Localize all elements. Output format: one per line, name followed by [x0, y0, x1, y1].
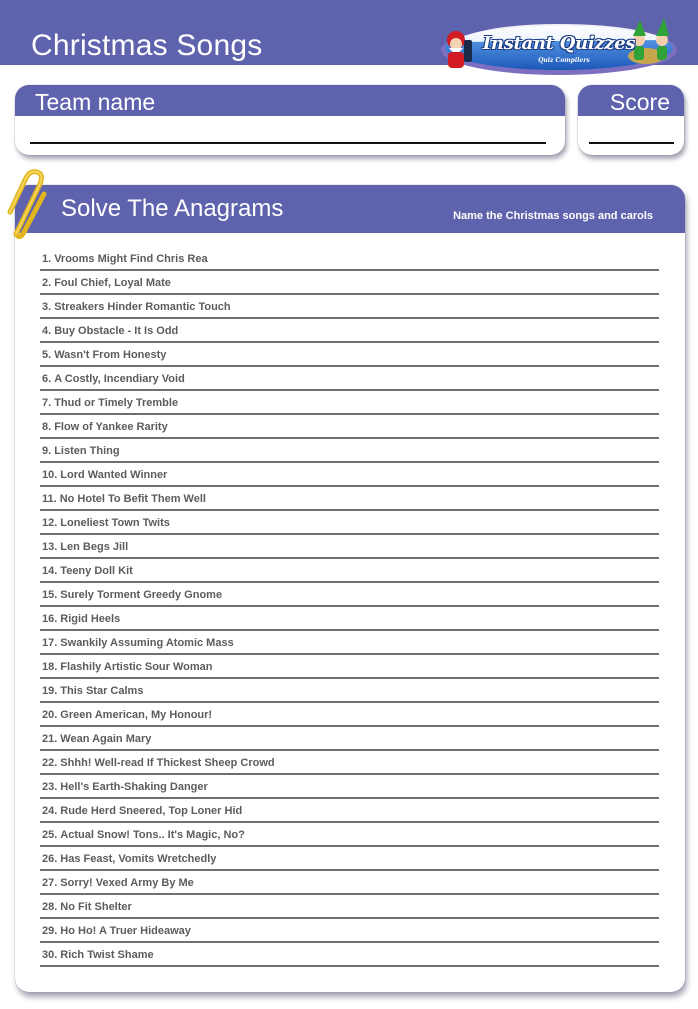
question-text: Len Begs Jill: [60, 541, 129, 553]
question-row[interactable]: [40, 703, 659, 727]
question-text: Wasn't From Honesty: [54, 349, 167, 361]
score-label: Score: [609, 89, 670, 115]
score-box: [578, 85, 684, 155]
question-row[interactable]: [40, 319, 659, 343]
question-number: 13.: [42, 541, 58, 553]
question-text: Vrooms Might Find Chris Rea: [54, 253, 208, 265]
question-row[interactable]: [40, 295, 659, 319]
question-row[interactable]: [40, 559, 659, 583]
anagram-panel-header: [15, 185, 685, 233]
logo-wordmark: Instant Quizzes: [482, 33, 636, 54]
question-text: Teeny Doll Kit: [60, 565, 133, 577]
question-number: 5.: [42, 349, 52, 361]
section-instructions: Name the Christmas songs and carols: [453, 210, 653, 222]
question-text: Loneliest Town Twits: [60, 517, 170, 529]
anagram-panel: [15, 185, 685, 992]
question-row[interactable]: [40, 919, 659, 943]
question-number: 3.: [42, 301, 52, 313]
question-number: 27.: [42, 877, 58, 889]
question-number: 6.: [42, 373, 52, 385]
question-text: Ho Ho! A Truer Hideaway: [60, 925, 191, 937]
question-number: 14.: [42, 565, 58, 577]
question-text: A Costly, Incendiary Void: [54, 373, 185, 385]
question-row[interactable]: [40, 487, 659, 511]
question-text: Has Feast, Vomits Wretchedly: [60, 853, 217, 865]
question-text: Green American, My Honour!: [60, 709, 213, 721]
team-name-field[interactable]: [30, 142, 546, 144]
question-text: No Hotel To Befit Them Well: [59, 493, 206, 505]
question-text: This Star Calms: [60, 685, 144, 697]
question-row[interactable]: [40, 631, 659, 655]
question-text: Actual Snow! Tons.. It's Magic, No?: [60, 829, 245, 841]
question-number: 23.: [42, 781, 58, 793]
paperclip-icon: [4, 168, 54, 240]
question-row[interactable]: [40, 583, 659, 607]
instant-quizzes-logo: [434, 16, 684, 78]
question-number: 28.: [42, 901, 58, 913]
question-number: 16.: [42, 613, 58, 625]
question-row[interactable]: [40, 607, 659, 631]
question-text: Thud or Timely Tremble: [54, 397, 179, 409]
question-number: 1.: [42, 253, 52, 265]
question-text: Shhh! Well-read If Thickest Sheep Crowd: [60, 757, 275, 769]
question-number: 17.: [42, 637, 58, 649]
question-number: 10.: [42, 469, 58, 481]
question-text: Wean Again Mary: [60, 733, 152, 745]
question-text: Flow of Yankee Rarity: [54, 421, 168, 433]
question-row[interactable]: [40, 823, 659, 847]
question-row[interactable]: [40, 727, 659, 751]
question-number: 11.: [42, 493, 57, 505]
question-row[interactable]: [40, 775, 659, 799]
question-text: Rude Herd Sneered, Top Loner Hid: [60, 805, 243, 817]
question-row[interactable]: [40, 391, 659, 415]
question-row[interactable]: [40, 943, 659, 967]
question-text: Rigid Heels: [60, 613, 121, 625]
question-list: [40, 247, 659, 967]
question-row[interactable]: [40, 847, 659, 871]
question-row[interactable]: [40, 535, 659, 559]
question-row[interactable]: [40, 871, 659, 895]
question-number: 19.: [42, 685, 58, 697]
question-row[interactable]: [40, 895, 659, 919]
question-number: 21.: [42, 733, 58, 745]
question-text: Foul Chief, Loyal Mate: [54, 277, 171, 289]
team-name-box: [15, 85, 565, 155]
question-row[interactable]: [40, 799, 659, 823]
question-number: 25.: [42, 829, 58, 841]
question-number: 15.: [42, 589, 58, 601]
question-number: 18.: [42, 661, 58, 673]
question-text: Surely Torment Greedy Gnome: [60, 589, 223, 601]
question-number: 30.: [42, 949, 58, 961]
logo-tagline: Quiz Compilers: [538, 57, 590, 64]
question-row[interactable]: [40, 655, 659, 679]
question-number: 20.: [42, 709, 58, 721]
question-row[interactable]: [40, 463, 659, 487]
question-number: 9.: [42, 445, 52, 457]
question-number: 8.: [42, 421, 52, 433]
question-number: 7.: [42, 397, 52, 409]
page-title: Christmas Songs: [31, 29, 263, 62]
question-row[interactable]: [40, 511, 659, 535]
question-text: No Fit Shelter: [60, 901, 132, 913]
question-number: 29.: [42, 925, 58, 937]
question-row[interactable]: [40, 271, 659, 295]
question-text: Swankily Assuming Atomic Mass: [60, 637, 234, 649]
question-number: 26.: [42, 853, 58, 865]
question-number: 2.: [42, 277, 52, 289]
question-number: 4.: [42, 325, 52, 337]
question-row[interactable]: [40, 367, 659, 391]
question-row[interactable]: [40, 415, 659, 439]
question-row[interactable]: [40, 679, 659, 703]
question-text: Sorry! Vexed Army By Me: [60, 877, 194, 889]
question-text: Hell's Earth-Shaking Danger: [60, 781, 208, 793]
section-title: Solve The Anagrams: [61, 195, 284, 222]
question-text: Listen Thing: [54, 445, 120, 457]
question-number: 24.: [42, 805, 58, 817]
question-text: Flashily Artistic Sour Woman: [60, 661, 213, 673]
question-text: Lord Wanted Winner: [60, 469, 168, 481]
score-field[interactable]: [589, 142, 674, 144]
question-number: 22.: [42, 757, 58, 769]
question-number: 12.: [42, 517, 58, 529]
question-text: Rich Twist Shame: [60, 949, 154, 961]
question-text: Streakers Hinder Romantic Touch: [54, 301, 231, 313]
question-row[interactable]: [40, 343, 659, 367]
question-row[interactable]: [40, 751, 659, 775]
question-text: Buy Obstacle - It Is Odd: [54, 325, 179, 337]
team-name-label: Team name: [35, 89, 156, 115]
question-row[interactable]: [40, 247, 659, 271]
question-row[interactable]: [40, 439, 659, 463]
